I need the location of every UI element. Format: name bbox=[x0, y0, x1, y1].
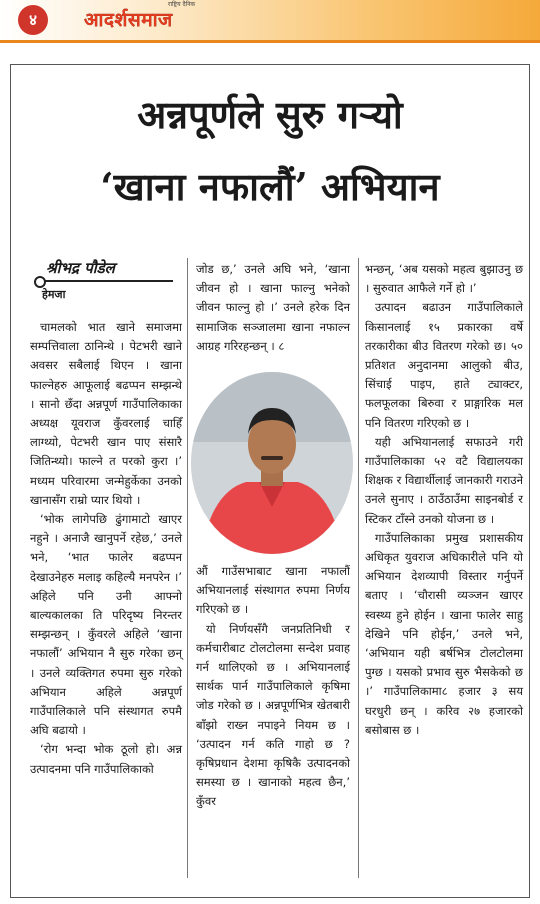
article-column-2-top bbox=[196, 260, 350, 356]
logo-text: आदर्शसमाज bbox=[84, 9, 173, 31]
headline-line-1: अन्नपूर्णले सुरु गर्‍यो bbox=[137, 92, 403, 137]
article-column-3 bbox=[365, 260, 523, 740]
page-number-badge: ४ bbox=[18, 5, 48, 35]
paragraph: जोड छ,’ उनले अघि भने, ‘खाना जीवन हो । खाना फाल्नु भनेको जीवन फाल्नु हो ।’ उनले हरेक दिन सामाजिक सञ्जालमा खाना नफाल्न आग्रह गरिरहन्छन् । ८ bbox=[196, 262, 350, 353]
newspaper-logo bbox=[84, 4, 173, 34]
logo-tagline: राष्ट्रिय दैनिक bbox=[168, 1, 196, 8]
paragraph: यही अभियानलाई सफाउने गरी गाउँपालिकाका ५२ वटै विद्यालयका शिक्षक र विद्यार्थीलाई जानकारी गराउने उनले सुनाए । ठाउँठाउँमा साइनबोर्ड र स्टिकर टाँस्ने उनको योजना छ । bbox=[365, 434, 523, 526]
byline-underline bbox=[38, 280, 173, 282]
paragraph: औं गाउँसभाबाट खाना नफालौं अभियानलाई संस्थागत रुपमा निर्णय गरिएको छ । bbox=[196, 564, 350, 617]
paragraph: ‘रोग भन्दा भोक ठूलो हो। अन्न उत्पादनमा पनि गाउँपालिकाको bbox=[30, 742, 182, 776]
article-column-1 bbox=[30, 318, 182, 779]
column-divider bbox=[358, 258, 359, 878]
paragraph: चामलको भात खाने समाजमा सम्पत्तिवाला ठानिन्थे । पेटभरी खाने अवसर सबैलाई थिएन । खाना फाल्नेहरु आफूलाई बढप्पन सम्झन्थे । सानो छँदा अन्नपूर्ण गाउँपालिकाका अध्यक्ष यूवराज कुँवरलाई चाहिँ लाग्थ्यो, पेटभरी खान पाए संसारै जितिन्थ्यो। फाल्ने त परको कुरा ।’ मध्यम परिवारमा जन्मेहुर्केका उनको खानासँग राम्रो प्यार थियो । bbox=[30, 320, 182, 507]
portrait-photo bbox=[191, 372, 353, 554]
man-portrait-icon bbox=[191, 372, 353, 554]
dateline-location: हेमजा bbox=[42, 288, 66, 301]
headline-line-2: ‘खाना नफालौं’ अभियान bbox=[100, 164, 440, 209]
paragraph: ‘भोक लागेपछि ढुंगामाटो खाएर नहुने । अनाजै खानुपर्ने रहेछ,’ उनले भने, ‘भात फालेर बढप्पन देखाउनेहरु मलाइ कहिल्यै मनपरेन ।’ अहिले पनि उनी आफ्नो बाल्यकालका ति परिदृष्य निरन्तर सम्झन्छन् । कुँवरले अहिले ‘खाना नफालौं’ अभियान नै सुरु गरेका छन् । उनले व्यक्तिगत रुपमा सुरु गरेको अभियान अहिले अन्नपूर्ण गाउँपालिकाले पनि संस्थागत रुपमै अघि बढायो । bbox=[30, 512, 182, 738]
paragraph: भन्छन्, ‘अब यसको महत्व बुझाउनु छ । सुरुवात आफैले गर्ने हो ।’ bbox=[365, 262, 523, 296]
column-divider bbox=[187, 258, 188, 878]
byline-author: श्रीभद्र पौडेल bbox=[46, 259, 115, 277]
paragraph: गाउँपालिकाका प्रमुख प्रशासकीय अधिकृत युवराज अधिकारीले पनि यो अभियान देशव्यापी विस्तार गर्नुपर्ने बताए । ‘चौरासी व्यञ्जन खाएर स्वस्थ्य हुने होईन । खाना फालेर साहु देखिने पनि होईन,’ उनले भने, ‘अभियान यही बर्षभित्र टोलटोलमा पुग्छ । यसको प्रभाव सुरु भैसकेको छ ।’ गाउँपालिकामा८ हजार ३ सय घरधुरी छन् । करिव २७ हजारको बसोबास छ । bbox=[365, 530, 523, 737]
article-column-2-bottom bbox=[196, 562, 350, 812]
paragraph: यो निर्णयसँगै जनप्रतिनिधी र कर्मचारीबाट टोलटोलमा सन्देश प्रवाह गर्न थालिएको छ । अभियानलाई सार्थक पार्न गाउँपालिकाले कृषिमा जोड गरेको छ । अन्नपूर्णभित्र खेतबारी बाँझो राख्न नपाइने नियम छ । ‘उत्पादन गर्न कति गाहो छ ? कृषिप्रधान देशमा कृषिकै उत्पादनको समस्या छ । खानाको महत्व छैन,’ कुँवर bbox=[196, 621, 350, 809]
paragraph: उत्पादन बढाउन गाउँपालिकाले किसानलाई १५ प्रकारका वर्षे तरकारीका बीउ वितरण गरेको छ। ५० प्रतिशत अनुदानमा आलुको बीउ, सिंचाई पाइप, हाते ट्याक्टर, फलफूलका बिरुवा र प्राङ्गारिक मल पनि वितरण गरिएको छ । bbox=[365, 300, 523, 430]
newspaper-header-bar bbox=[0, 0, 540, 43]
